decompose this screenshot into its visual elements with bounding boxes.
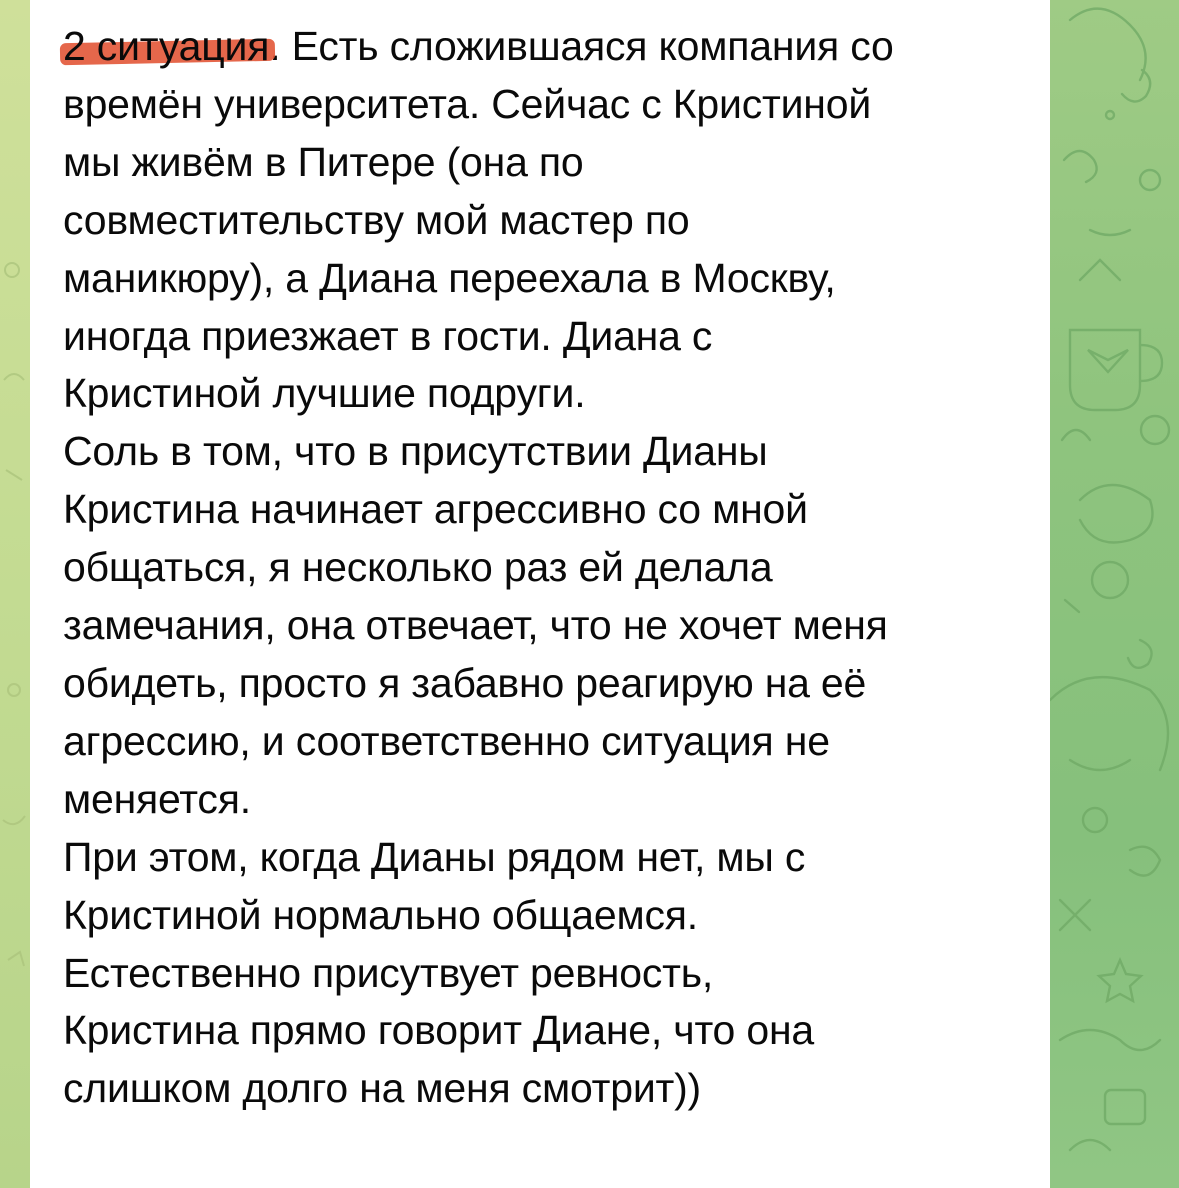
chat-background-right	[1050, 0, 1179, 1188]
chat-background-left	[0, 0, 30, 1188]
wallpaper-doodles	[1050, 0, 1179, 1188]
wallpaper-doodles-left	[0, 0, 30, 1188]
message-bubble	[30, 0, 1050, 1188]
highlighted-text: 2 ситуация	[63, 23, 270, 69]
message-body: . Есть сложившаяся компания со времён университета. Сейчас с Кристиной мы живём в Питере (она по совместительству мой мастер по маникюру), а Диана переехала в Москву, иногда приезжает в гости. Диана с Кристиной лучшие подруги. Соль в том, что в присутствии Дианы Кристина начинает агрессивно со мной общаться, я несколько раз ей делала замечания, она отвечает, что не хочет меня обидеть, просто я забавно реагирую на её агрессию, и соответственно ситуация не меняется. При этом, когда Дианы рядом нет, мы с Кристиной нормально общаемся. Естественно присутвует ревность, Кристина прямо говорит Диане, что она слишком долго на меня смотрит))	[63, 23, 894, 1112]
message-text	[63, 18, 1038, 1118]
